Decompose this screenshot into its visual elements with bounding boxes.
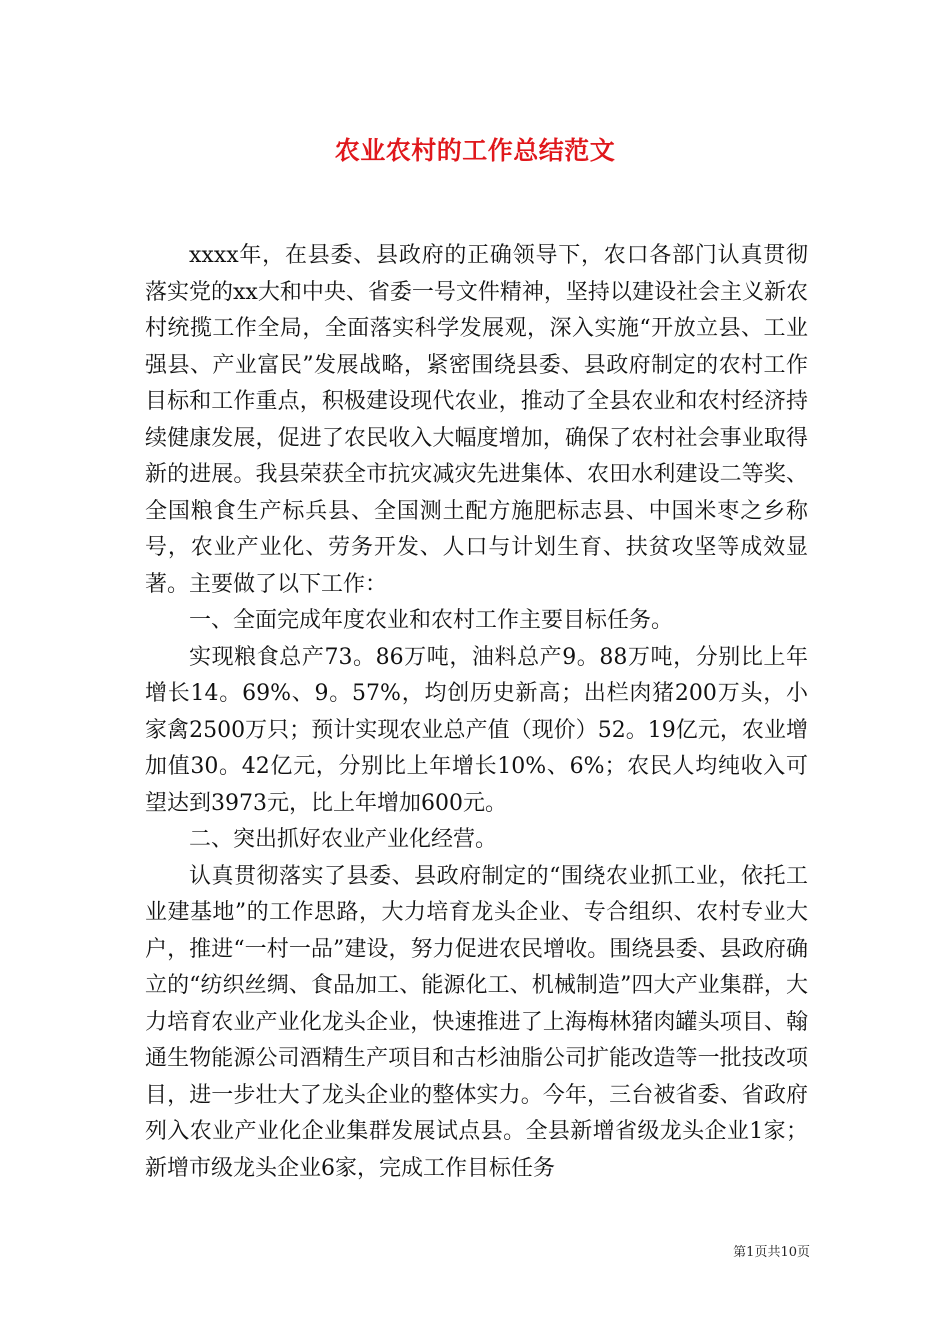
document-body [145, 238, 808, 1187]
section-heading-1: 一、全面完成年度农业和农村工作主要目标任务。 [189, 608, 674, 633]
document-title: 农业农村的工作总结范文 [334, 136, 616, 165]
intro-paragraph: xxxx年，在县委、县政府的正确领导下，农口各部门认真贯彻落实党的xx大和中央、省委一号文件精神，坚持以建设社会主义新农村统揽工作全局，全面落实科学发展观，深入实施“开放立县、工业强县、产业富民”发展战略，紧密围绕县委、县政府制定的农村工作目标和工作重点，积极建设现代农业，推动了全县农业和农村经济持续健康发展，促进了农民收入大幅度增加，确保了农村社会事业取得新的进展。我县荣获全市抗灾减灾先进集体、农田水利建设二等奖、全国粮食生产标兵县、全国测土配方施肥标志县、中国米枣之乡称号，农业产业化、劳务开发、人口与计划生育、扶贫攻坚等成效显著。主要做了以下工作： [145, 243, 808, 597]
section-2-paragraph: 认真贯彻落实了县委、县政府制定的“围绕农业抓工业，依托工业建基地”的工作思路，大力培育龙头企业、专合组织、农村专业大户，推进“一村一品”建设，努力促进农民增收。围绕县委、县政府确立的“纺织丝绸、食品加工、能源化工、机械制造”四大产业集群，大力培育农业产业化龙头企业，快速推进了上海梅林猪肉罐头项目、翰通生物能源公司酒精生产项目和古杉油脂公司扩能改造等一批技改项目，进一步壮大了龙头企业的整体实力。今年，三台被省委、省政府列入农业产业化企业集群发展试点县。全县新增省级龙头企业1家；新增市级龙头企业6家，完成工作目标任务 [145, 863, 808, 1181]
section-heading-2: 二、突出抓好农业产业化经营。 [189, 827, 498, 852]
section-1-paragraph: 实现粮食总产73。86万吨，油料总产9。88万吨，分别比上年增长14。69%、9。57%，均创历史新高；出栏肉猪200万头，小家禽2500万只；预计实现农业总产值（现价）52。19亿元，农业增加值30。42亿元，分别比上年增长10%、6%；农民人均纯收入可望达到3973元，比上年增加600元。 [145, 644, 808, 816]
page-number-footer: 第1页共10页 [733, 1245, 810, 1260]
